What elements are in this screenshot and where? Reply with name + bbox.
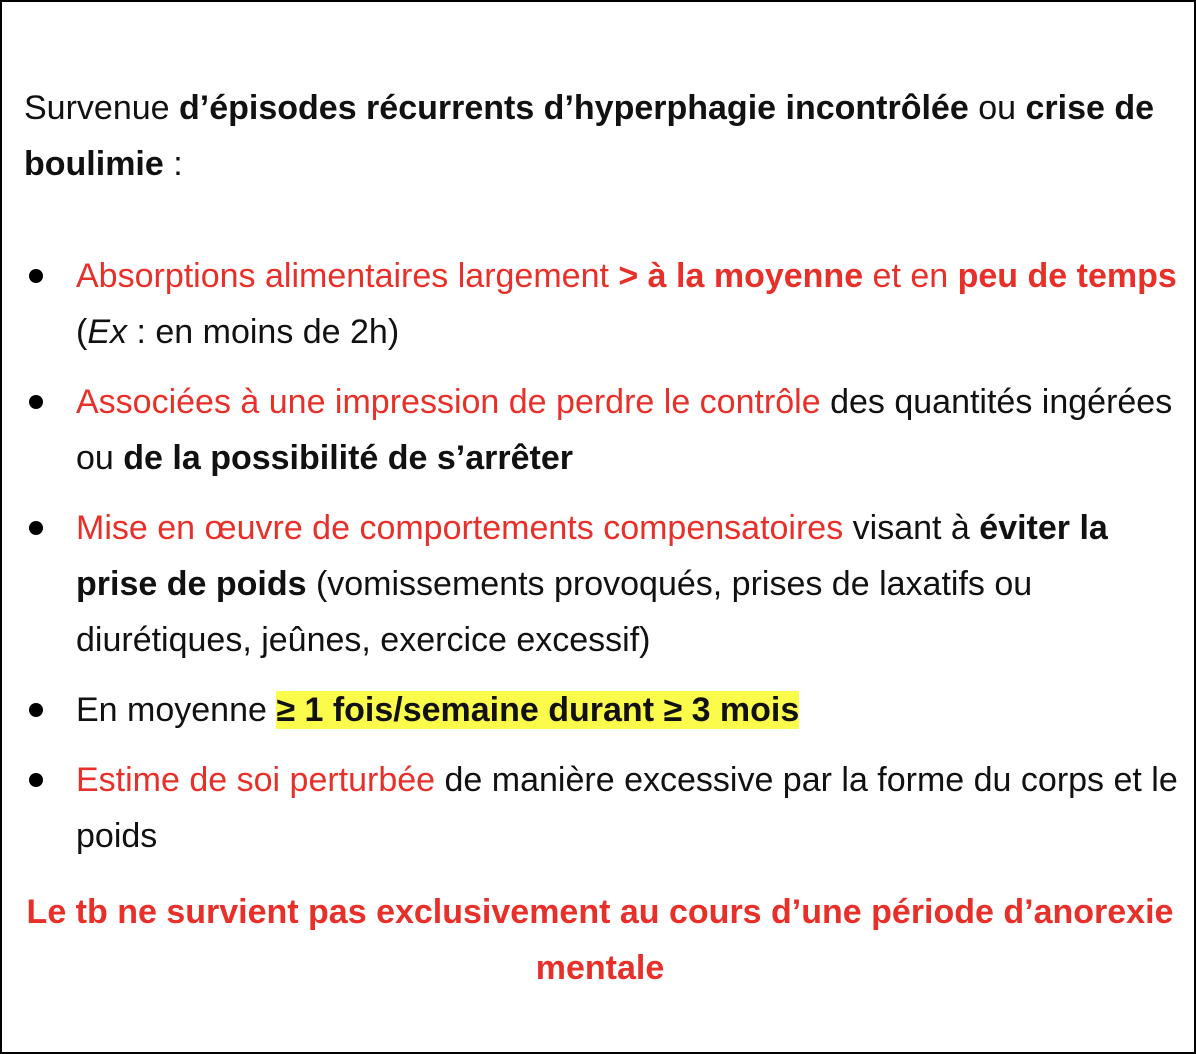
list-item [2, 248, 1196, 360]
item1-text-a: Absorptions alimentaires largement [76, 257, 619, 295]
item3-text-d: (vomissements provoqués, prises de laxatifs ou diurétiques, jeûnes, exercice excessif) [76, 565, 1033, 659]
list-item [2, 500, 1196, 668]
item5-text-b: de manière excessive par la forme du corps et le poids [76, 761, 1178, 855]
bullet-dot-icon [29, 773, 43, 787]
item4-text-a: En moyenne [76, 691, 277, 729]
list-item [2, 682, 1196, 738]
intro-paragraph [24, 80, 1184, 192]
intro-bold-episodes: d’épisodes récurrents d’hyperphagie incontrôlée [179, 89, 969, 127]
item2-text-a: Associées à une impression de perdre le contrôle [76, 383, 821, 421]
bullet-dot-icon [29, 521, 43, 535]
intro-bold-crisis: crise de boulimie [24, 89, 1155, 183]
item2-text-b: des quantités ingérées ou [76, 383, 1173, 477]
item3-text-c: éviter la prise de poids [76, 509, 1108, 603]
item5-text-a: Estime de soi perturbée [76, 761, 436, 799]
item3-text-a: Mise en œuvre de comportements compensatoires [76, 509, 844, 547]
item1-text-g: : en moins de 2h) [127, 313, 400, 351]
item4-highlight: ≥ 1 fois/semaine durant ≥ 3 mois [276, 691, 800, 729]
criteria-list [2, 248, 1196, 878]
item3-text-b: visant à [843, 509, 980, 547]
intro-prefix: Survenue [24, 89, 179, 127]
closing-statement: Le tb ne survient pas exclusivement au cours d’une période d’anorexie mentale [26, 893, 1174, 987]
item1-text-c: et en [863, 257, 958, 295]
item2-text-c: de la possibilité de s’arrêter [123, 439, 574, 477]
item1-text-e: ( [76, 313, 88, 351]
item1-text-f: Ex [87, 313, 128, 351]
list-item [2, 752, 1196, 864]
intro-suffix: : [163, 145, 183, 183]
bullet-dot-icon [29, 269, 43, 283]
item1-text-b: > à la moyenne [618, 257, 864, 295]
list-item [2, 374, 1196, 486]
bullet-dot-icon [29, 395, 43, 409]
bullet-dot-icon [29, 703, 43, 717]
intro-mid: ou [968, 89, 1026, 127]
item1-text-d: peu de temps [957, 257, 1177, 295]
